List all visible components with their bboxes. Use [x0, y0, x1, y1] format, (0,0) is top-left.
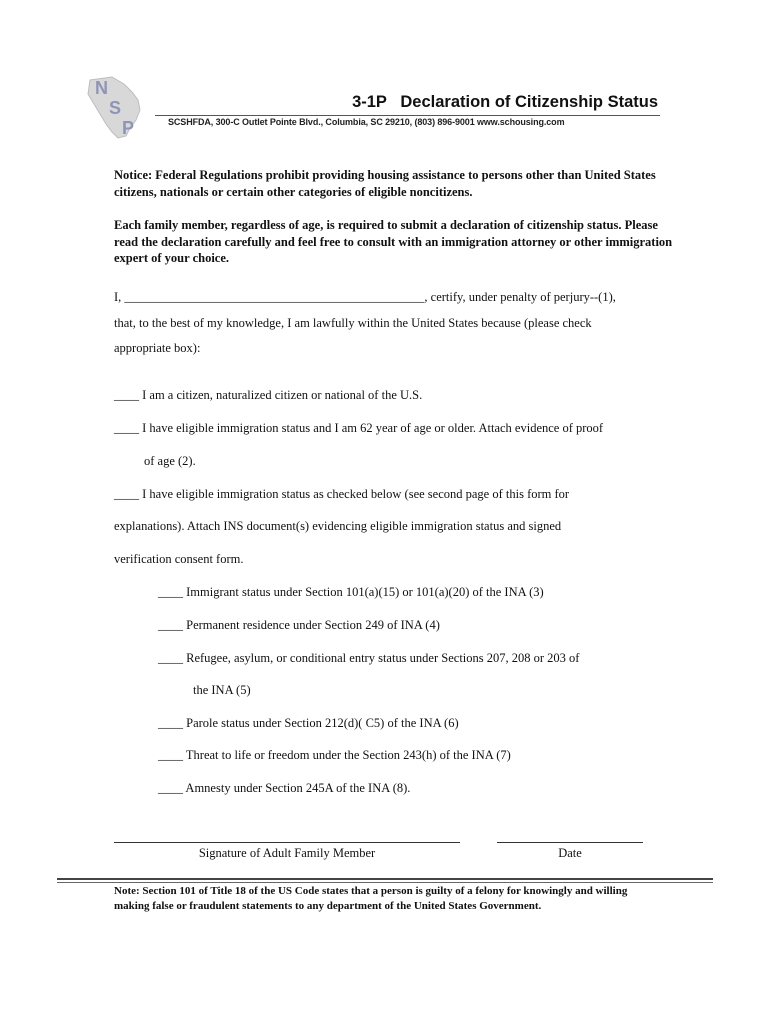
nsp-logo	[82, 74, 144, 140]
signature-label: Signature of Adult Family Member	[198, 846, 376, 860]
suboption-parole[interactable]: ____ Parole status under Section 212(d)( C5) of the INA (6)	[158, 716, 459, 730]
legal-footnote: Note: Section 101 of Title 18 of the US Code states that a person is guilty of a felony for knowingly and willing making false or fraudulent statements to any department of the United States Government.	[114, 885, 628, 912]
option-eligible-status-continued: explanations). Attach INS document(s) evidencing eligible immigration status and signed	[114, 519, 562, 533]
option-eligible-status[interactable]: ____ I have eligible immigration status as checked below (see second page of this form for	[114, 487, 570, 501]
logo-letter-n: N	[95, 78, 108, 98]
certify-line-3: appropriate box):	[114, 341, 201, 355]
logo-letter-p: P	[122, 118, 135, 138]
footer-rule-thin	[57, 882, 713, 883]
family-member-instructions: Each family member, regardless of age, is required to submit a declaration of citizenship status. Please read the declaration carefully and feel free to consult with an immigration attorney or other immigration expert of your choice.	[114, 218, 673, 265]
date-line[interactable]	[497, 842, 643, 843]
suboption-threat[interactable]: ____ Threat to life or freedom under the Section 243(h) of the INA (7)	[158, 748, 511, 762]
suboption-refugee-continued: the INA (5)	[193, 683, 251, 697]
option-citizen[interactable]: ____ I am a citizen, naturalized citizen or national of the U.S.	[114, 388, 423, 402]
certify-line-2: that, to the best of my knowledge, I am lawfully within the United States because (please check	[114, 316, 592, 330]
logo-letter-s: S	[109, 98, 122, 118]
footer-rule	[57, 878, 713, 880]
signature-line[interactable]	[114, 842, 460, 843]
option-age62-continued: of age (2).	[144, 454, 196, 468]
suboption-permanent-residence[interactable]: ____ Permanent residence under Section 249 of INA (4)	[158, 618, 440, 632]
suboption-refugee[interactable]: ____ Refugee, asylum, or conditional entry status under Sections 207, 208 or 203 of	[158, 651, 580, 665]
option-age62[interactable]: ____ I have eligible immigration status and I am 62 year of age or older. Attach evidence of proof	[114, 421, 604, 435]
suboption-amnesty[interactable]: ____ Amnesty under Section 245A of the INA (8).	[158, 781, 411, 795]
suboption-immigrant[interactable]: ____ Immigrant status under Section 101(a)(15) or 101(a)(20) of the INA (3)	[158, 585, 544, 599]
date-label: Date	[558, 846, 582, 860]
option-eligible-status-continued-2: verification consent form.	[114, 552, 244, 566]
page-title: 3-1P Declaration of Citizenship Status	[352, 93, 658, 111]
header-rule	[155, 115, 660, 116]
notice-paragraph: Notice: Federal Regulations prohibit providing housing assistance to persons other than United States citizens, nationals or certain other categories of eligible noncitizens.	[114, 168, 656, 199]
agency-address: SCSHFDA, 300-C Outlet Pointe Blvd., Columbia, SC 29210, (803) 896-9001 www.schousing.com	[168, 117, 565, 127]
certify-line-1: I, ________________________________________________, certify, under penalty of perjury--(1),	[114, 290, 616, 304]
